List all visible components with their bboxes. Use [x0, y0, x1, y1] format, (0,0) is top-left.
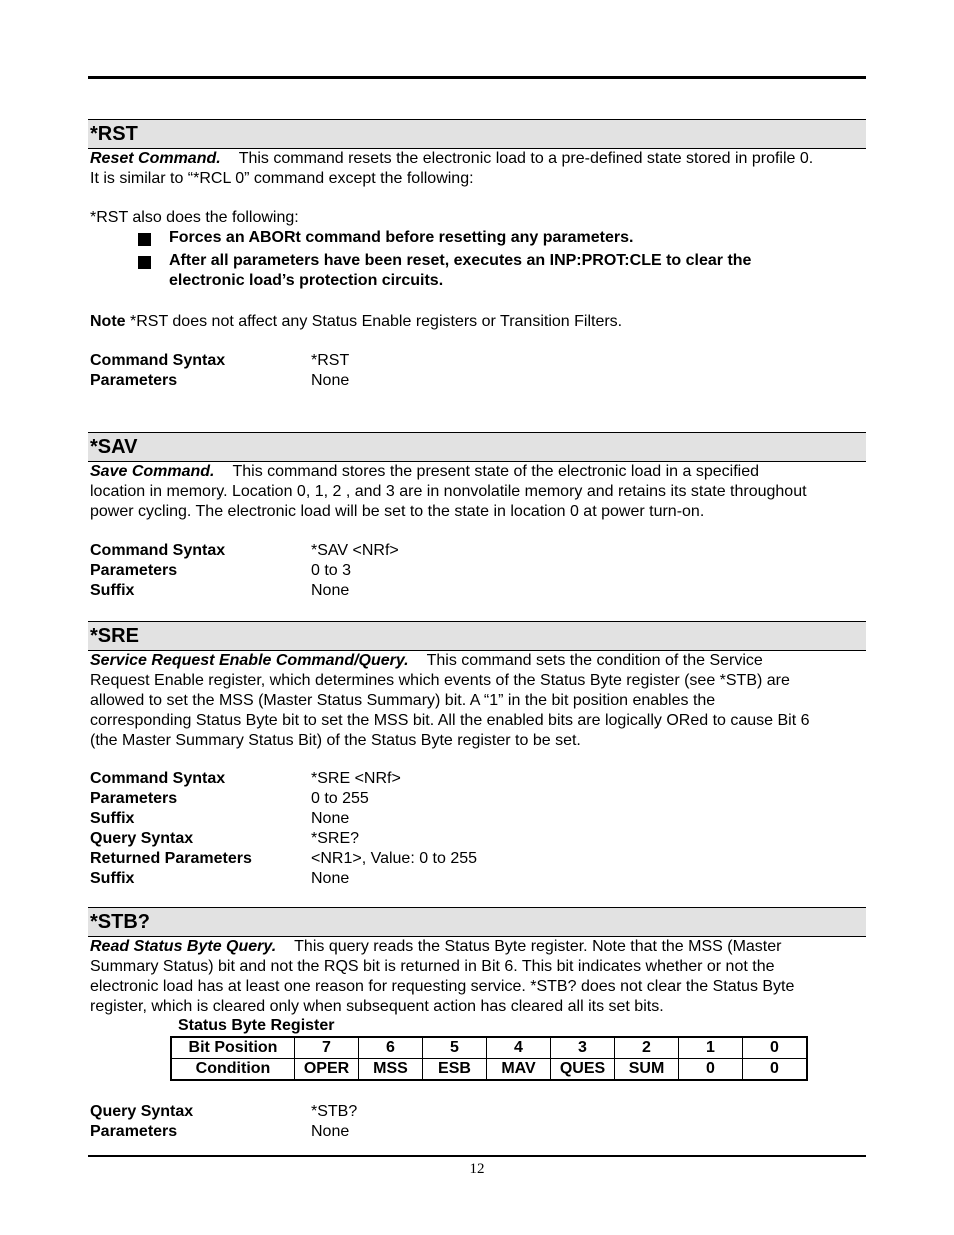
syntax-row: Query Syntax *SRE?	[90, 830, 360, 847]
bullet-square-icon	[138, 256, 151, 269]
table-cell: Condition	[171, 1059, 295, 1081]
syntax-row: Suffix None	[90, 810, 350, 827]
bullet-square-icon	[138, 233, 151, 246]
rst-intro-line2: It is similar to “*RCL 0” command except the following:	[90, 170, 474, 187]
stb-lead: Read Status Byte Query.	[90, 938, 277, 955]
sre-body: Service Request Enable Command/Query. This command sets the condition of the Service Request Enable register, which determines which events of the Status Byte register (see *STB) are allowed to set the MSS (Master Status Summary) bit. A “1” in the bit position enables the corresponding Status Byte bit to set the MSS bit. All the enabled bits are logically ORed to cause Bit 6 (the Master Summary Status Bit) of the Status Byte register to be set.	[90, 652, 810, 749]
bottom-rule	[88, 1155, 866, 1157]
table-cell: 0	[679, 1059, 743, 1081]
syntax-row: Parameters 0 to 255	[90, 790, 369, 807]
rst-note	[90, 312, 866, 332]
rst-syntax	[90, 351, 790, 391]
sav-heading: *SAV	[88, 432, 866, 462]
sre-syntax	[90, 769, 790, 889]
syntax-row: Parameters None	[90, 1123, 350, 1140]
rst-bullet-2-text: After all parameters have been reset, executes an INP:PROT:CLE to clear the electronic load’s protection circuits.	[169, 252, 752, 289]
syntax-row: Query Syntax *STB?	[90, 1103, 358, 1120]
table-row	[171, 1059, 807, 1081]
rst-also: *RST also does the following:	[90, 209, 299, 226]
sav-body: Save Command. This command stores the present state of the electronic load in a specified location in memory. Location 0, 1, 2 , and 3 are in nonvolatile memory and retains its state throughout power cycling. The electronic load will be set to the state in location 0 at power turn-on.	[90, 463, 807, 520]
table-cell: 7	[295, 1037, 359, 1059]
syntax-row: Parameters 0 to 3	[90, 562, 352, 579]
syntax-row: Command Syntax *SAV <NRf>	[90, 542, 399, 559]
page-number: 12	[469, 1161, 485, 1177]
sre-lead: Service Request Enable Command/Query.	[90, 652, 409, 669]
table-cell: 3	[551, 1037, 615, 1059]
table-cell: 4	[487, 1037, 551, 1059]
rst-note-label: Note	[90, 313, 126, 330]
sav-lead: Save Command.	[90, 463, 215, 480]
top-rule	[88, 76, 866, 79]
table-cell: 2	[615, 1037, 679, 1059]
status-byte-table	[170, 1036, 808, 1081]
sav-syntax	[90, 541, 790, 601]
table-cell: SUM	[615, 1059, 679, 1081]
table-cell: MAV	[487, 1059, 551, 1081]
syntax-row: Command Syntax *RST	[90, 352, 350, 369]
stb-heading: *STB?	[88, 907, 866, 937]
table-cell: Bit Position	[171, 1037, 295, 1059]
sre-heading: *SRE	[88, 621, 866, 651]
syntax-row: Command Syntax *SRE <NRf>	[90, 770, 401, 787]
table-cell: ESB	[423, 1059, 487, 1081]
table-cell: MSS	[359, 1059, 423, 1081]
rst-intro-line1: This command resets the electronic load to a pre-defined state stored in profile 0.	[238, 150, 814, 167]
stb-body: Read Status Byte Query. This query reads the Status Byte register. Note that the MSS (Master Summary Status) bit and not the RQS bit is returned in Bit 6. This bit indicates whether or not the electronic load has at least one reason for requesting service. *STB? does not clear the Status Byte register, which is cleared only when subsequent action has cleared all its set bits.	[90, 938, 795, 1015]
register-title: Status Byte Register	[178, 1017, 335, 1034]
rst-intro	[90, 149, 866, 189]
syntax-row: Suffix None	[90, 582, 350, 599]
rst-lead: Reset Command.	[90, 150, 221, 167]
table-cell: 0	[743, 1037, 808, 1059]
table-cell: 1	[679, 1037, 743, 1059]
syntax-row: Suffix None	[90, 870, 350, 887]
table-cell: 5	[423, 1037, 487, 1059]
rst-bullet-1-text: Forces an ABORt command before resetting any parameters.	[169, 229, 634, 246]
table-row	[171, 1037, 807, 1059]
syntax-row: Parameters None	[90, 372, 350, 389]
table-cell: 6	[359, 1037, 423, 1059]
rst-note-text: *RST does not affect any Status Enable registers or Transition Filters.	[130, 313, 623, 330]
table-cell: 0	[743, 1059, 808, 1081]
rst-heading: *RST	[88, 119, 866, 149]
stb-syntax	[90, 1102, 790, 1142]
table-cell: OPER	[295, 1059, 359, 1081]
syntax-row: Returned Parameters <NR1>, Value: 0 to 255	[90, 850, 478, 867]
table-cell: QUES	[551, 1059, 615, 1081]
